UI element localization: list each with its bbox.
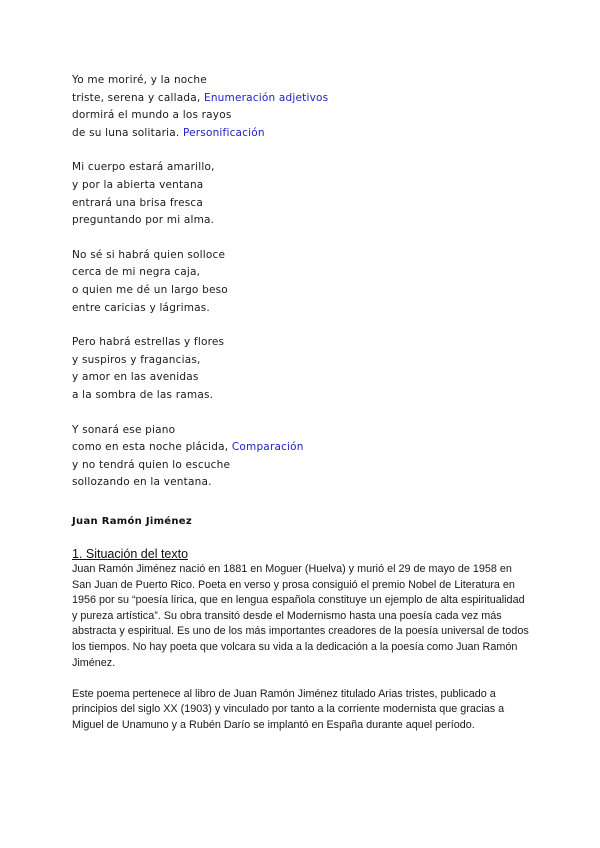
poem-line (72, 72, 532, 90)
stanza-1 (72, 72, 532, 142)
stanza-4 (72, 334, 532, 404)
poem-line (72, 352, 532, 370)
poem-line-text: y suspiros y fragancias, (72, 353, 201, 366)
annotation-personificacion: Personificación (182, 126, 265, 139)
paragraph: Juan Ramón Jiménez nació en 1881 en Moguer (Huelva) y murió el 29 de mayo de 1958 en San Juan de Puerto Rico. Poeta en verso y prosa consiguió el premio Nobel de Literatura en 1956 por su “poesía lírica, que en lengua española constituye un ejemplo de alta espiritualidad y pureza artística”. Su obra transitó desde el Modernismo hasta una poesía cada vez más abstracta y espiritual. Es uno de los más importantes creadores de la poesía universal de todos los tiempos. No hay poeta que volcara su vida a la dedicación a la poesía como Juan Ramón Jiménez. (72, 563, 529, 669)
paragraph: Este poema pertenece al libro de Juan Ramón Jiménez titulado Arias tristes, publicado a principios del siglo XX (1903) y vinculado por tanto a la corriente modernista que gracias a Miguel de Unamuno y a Rubén Darío se implantó en España durante aquel período. (72, 687, 505, 731)
poem-line (72, 247, 532, 265)
poem-line (72, 439, 532, 457)
poem-line (72, 125, 532, 143)
poem-line-text: Pero habrá estrellas y flores (72, 336, 225, 349)
poem-line (72, 457, 532, 475)
poem-line (72, 212, 532, 230)
poem-line (72, 369, 532, 387)
poem-line (72, 387, 532, 405)
poem-line-text: y por la abierta ventana (72, 178, 204, 191)
poem-line-text: como en esta noche plácida, (72, 441, 232, 454)
poem-line (72, 422, 532, 440)
annotation-enumeracion: Enumeración adjetivos (203, 91, 329, 104)
poem-line (72, 159, 532, 177)
poem-line-text: y no tendrá quien lo escuche (72, 458, 231, 471)
poem-line-text: Y sonará ese piano (72, 423, 176, 436)
poem-line-text: entre caricias y lágrimas. (72, 301, 210, 314)
poem-line-text: cerca de mi negra caja, (72, 266, 201, 279)
poem-line-text: sollozando en la ventana. (72, 476, 212, 489)
poem-line (72, 264, 532, 282)
poem-line (72, 177, 532, 195)
poem-line (72, 474, 532, 492)
poem-line-text: triste, serena y callada, (72, 91, 204, 104)
stanza-2 (72, 159, 532, 229)
poem-line-text: y amor en las avenidas (72, 371, 199, 384)
stanza-3 (72, 247, 532, 317)
section-heading: 1. Situación del texto (72, 547, 189, 561)
poem-line-text: No sé si habrá quien solloce (72, 248, 226, 261)
annotation-comparacion: Comparación (231, 441, 304, 454)
poem-author: Juan Ramón Jiménez (72, 516, 192, 527)
poem-line-text: Mi cuerpo estará amarillo, (72, 161, 215, 174)
poem-line (72, 107, 532, 125)
commentary-section (72, 546, 532, 734)
poem-line (72, 282, 532, 300)
stanza-5 (72, 422, 532, 492)
poem-line-text: preguntando por mi alma. (72, 214, 215, 227)
poem-line-text: entrará una brisa fresca (72, 196, 204, 209)
poem-line-text: a la sombra de las ramas. (72, 388, 214, 401)
poem-line-text: dormirá el mundo a los rayos (72, 109, 232, 122)
poem-line (72, 300, 532, 318)
poem-line-text: Yo me moriré, y la noche (72, 74, 207, 86)
poem-line (72, 195, 532, 213)
poem (72, 72, 532, 509)
poem-line-text: o quien me dé un largo beso (72, 283, 228, 296)
poem-line (72, 334, 532, 352)
poem-line-text: de su luna solitaria. (72, 126, 183, 139)
poem-line (72, 90, 532, 108)
